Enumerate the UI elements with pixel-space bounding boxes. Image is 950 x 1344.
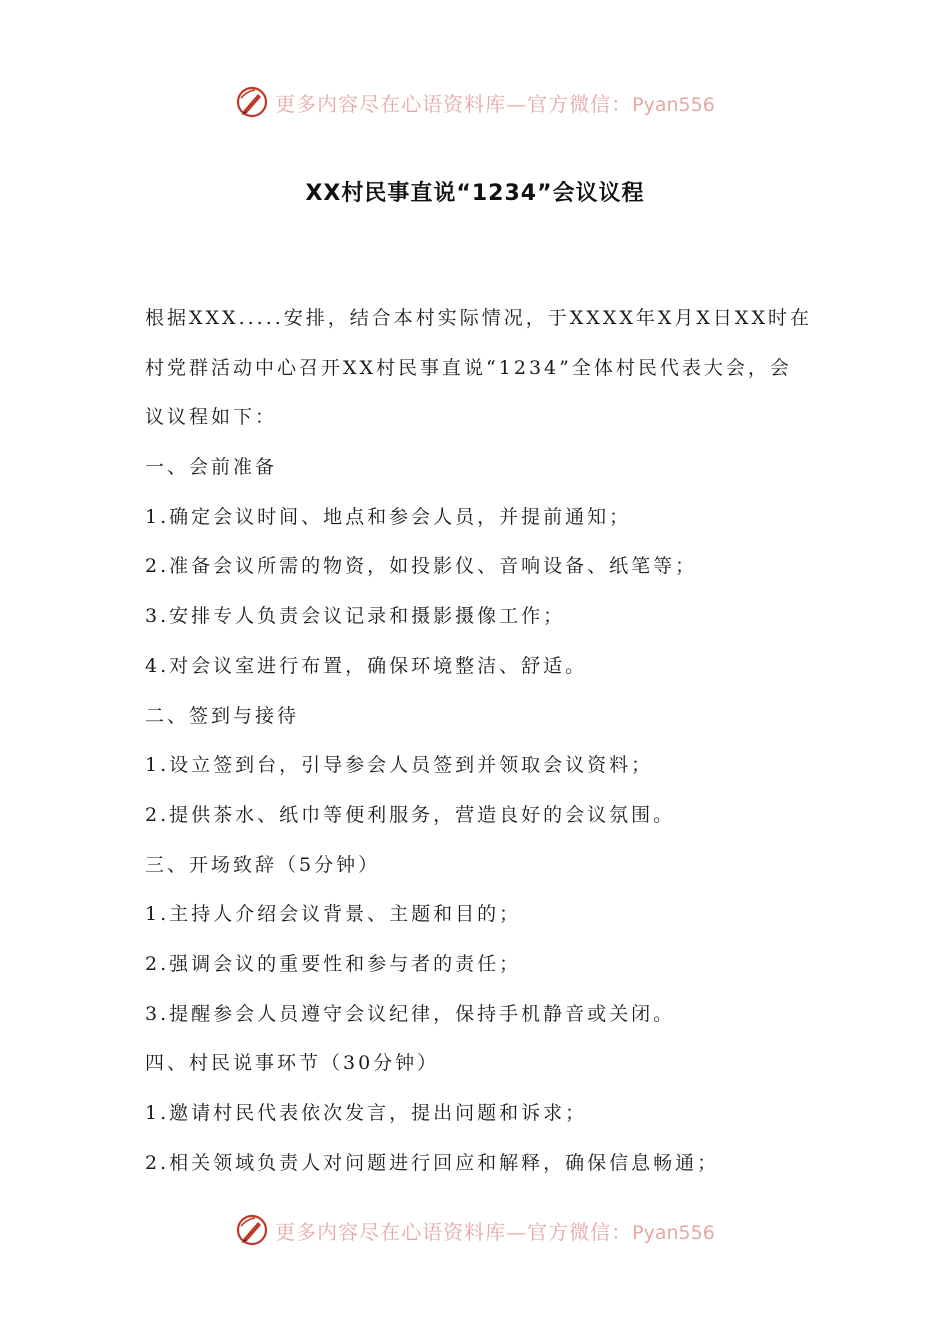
body-line: 3.安排专人负责会议记录和摄影摄像工作；	[145, 605, 566, 628]
body-line: 2.强调会议的重要性和参与者的责任；	[145, 952, 522, 975]
body-line: 1.设立签到台，引导参会人员签到并领取会议资料；	[145, 754, 654, 777]
footer-watermark	[0, 1210, 950, 1250]
body-line: 根据XXX.....安排，结合本村实际情况，于XXXX年X月X日XX时在	[145, 307, 812, 329]
body-line: 三、开场致辞（5分钟）	[145, 853, 381, 876]
watermark-text: 更多内容尽在心语资料库—官方微信：Pyan556	[275, 91, 715, 116]
document-body	[145, 294, 810, 1188]
body-line: 二、签到与接待	[145, 704, 300, 727]
body-line: 1.邀请村民代表依次发言，提出问题和诉求；	[145, 1102, 588, 1124]
body-line: 4.对会议室进行布置，确保环境整洁、舒适。	[145, 654, 588, 677]
header-watermark	[0, 82, 950, 122]
body-line: 2.提供茶水、纸巾等便利服务，营造良好的会议氛围。	[145, 803, 676, 826]
body-line: 一、会前准备	[145, 456, 278, 479]
body-line: 1.主持人介绍会议背景、主题和目的；	[145, 903, 522, 926]
pen-logo-icon	[235, 1213, 269, 1247]
document-title: XX村民事直说“1234”会议议程	[305, 181, 645, 206]
body-line: 1.确定会议时间、地点和参会人员，并提前通知；	[145, 505, 632, 528]
body-line: 3.提醒参会人员遵守会议纪律，保持手机静音或关闭。	[145, 1002, 676, 1025]
wechat-id: Pyan556	[632, 1221, 715, 1244]
body-line: 2.相关领域负责人对问题进行回应和解释，确保信息畅通；	[145, 1151, 720, 1174]
body-line: 四、村民说事环节（30分钟）	[145, 1052, 440, 1075]
body-line: 议议程如下：	[145, 406, 278, 429]
pen-logo-icon	[235, 85, 269, 119]
body-line: 村党群活动中心召开XX村民事直说“1234”全体村民代表大会，会	[145, 356, 792, 379]
wechat-id: Pyan556	[632, 93, 715, 116]
watermark-text: 更多内容尽在心语资料库—官方微信：Pyan556	[275, 1219, 715, 1244]
body-line: 2.准备会议所需的物资，如投影仪、音响设备、纸笔等；	[145, 555, 698, 578]
